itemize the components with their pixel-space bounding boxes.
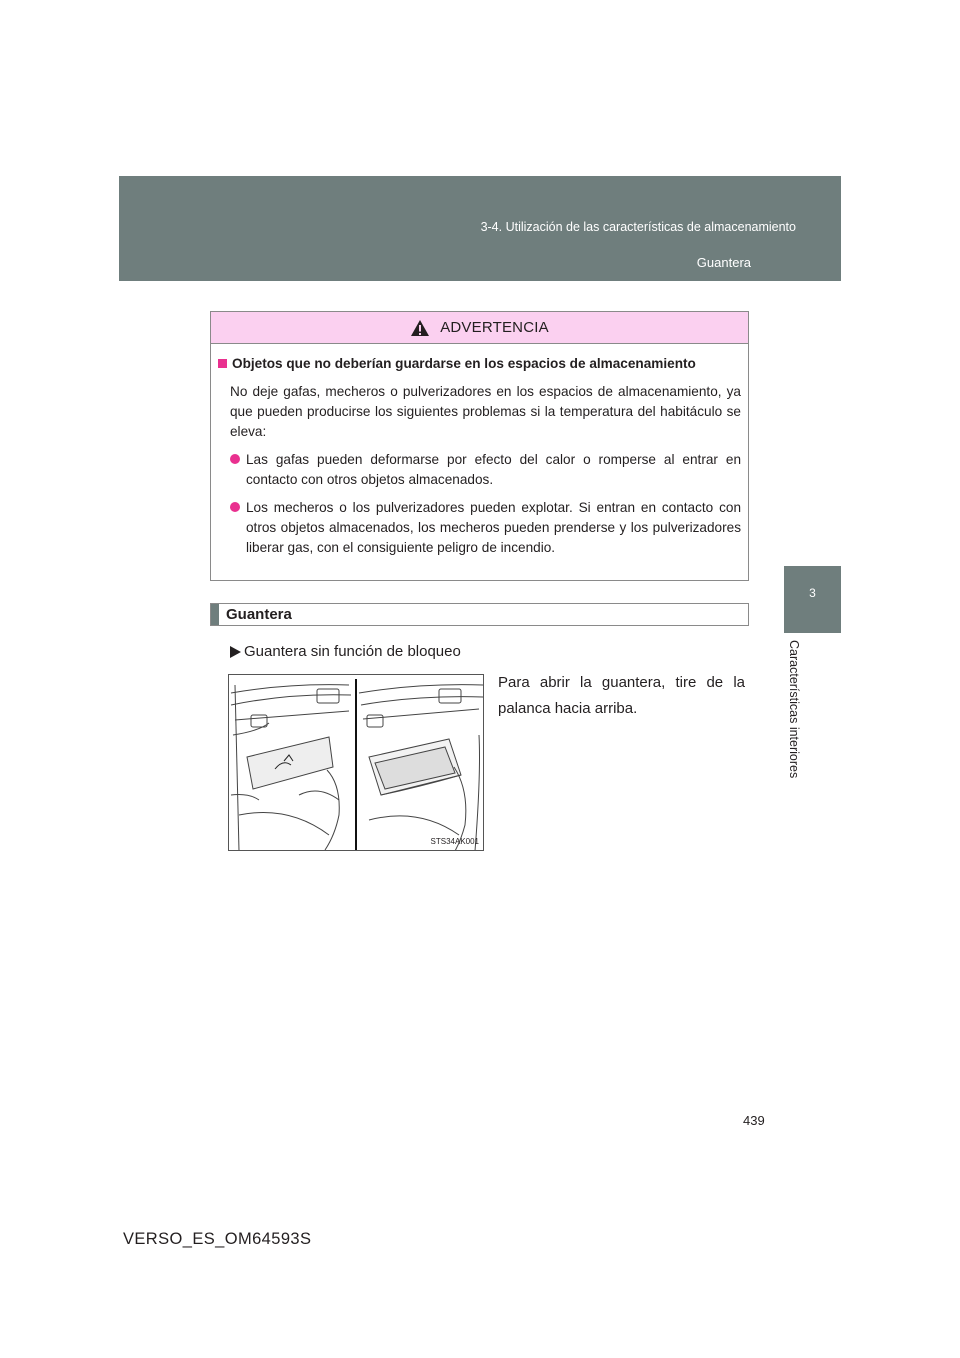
subheading xyxy=(230,643,461,660)
page-title: Guantera xyxy=(696,255,751,270)
page-number: 439 xyxy=(743,1113,765,1128)
chapter-number: 3 xyxy=(809,586,816,600)
warning-subheading-text: Objetos que no deberían guardarse en los espacios de almacenamiento xyxy=(232,356,696,371)
section-breadcrumb: 3-4. Utilización de las características de almacenamiento xyxy=(480,220,796,234)
section-heading xyxy=(210,603,749,626)
instruction-text: Para abrir la guantera, tire de la palanca hacia arriba. xyxy=(498,674,745,717)
warning-triangle-icon xyxy=(410,319,430,337)
triangle-bullet-icon xyxy=(230,646,241,658)
dot-bullet-icon xyxy=(230,502,240,512)
warning-item-text: Las gafas pueden deformarse por efecto del calor o romperse al entrar en contacto con otros objetos almacenados. xyxy=(246,452,741,487)
warning-body xyxy=(211,344,748,558)
document-id: VERSO_ES_OM64593S xyxy=(123,1230,312,1248)
warning-paragraph: No deje gafas, mecheros o pulverizadores en los espacios de almacenamiento, ya que pueden producirse los siguientes problemas si la temperatura del habitáculo se eleva: xyxy=(230,384,741,439)
warning-box xyxy=(210,311,749,581)
glovebox-drawing xyxy=(229,675,484,851)
section-heading-text: Guantera xyxy=(226,606,292,623)
warning-title: ADVERTENCIA xyxy=(440,319,549,336)
subheading-text: Guantera sin función de bloqueo xyxy=(244,643,461,660)
warning-item xyxy=(230,450,741,490)
warning-header xyxy=(211,312,748,344)
figure-code: STS34AK001 xyxy=(430,837,479,846)
chapter-label: Características interiores xyxy=(787,640,801,779)
header-band xyxy=(119,176,841,281)
warning-item-text: Los mecheros o los pulverizadores pueden explotar. Si entran en contacto con otros objetos almacenados, los mecheros pueden prenderse y los pulverizadores liberar gas, con el consiguiente peligro de incendio. xyxy=(246,500,741,555)
dot-bullet-icon xyxy=(230,454,240,464)
warning-item xyxy=(230,498,741,558)
square-bullet-icon xyxy=(218,359,227,368)
warning-subheading xyxy=(218,354,741,374)
glovebox-illustration xyxy=(228,674,484,851)
section-heading-bar xyxy=(211,604,219,625)
chapter-tab xyxy=(784,566,841,633)
